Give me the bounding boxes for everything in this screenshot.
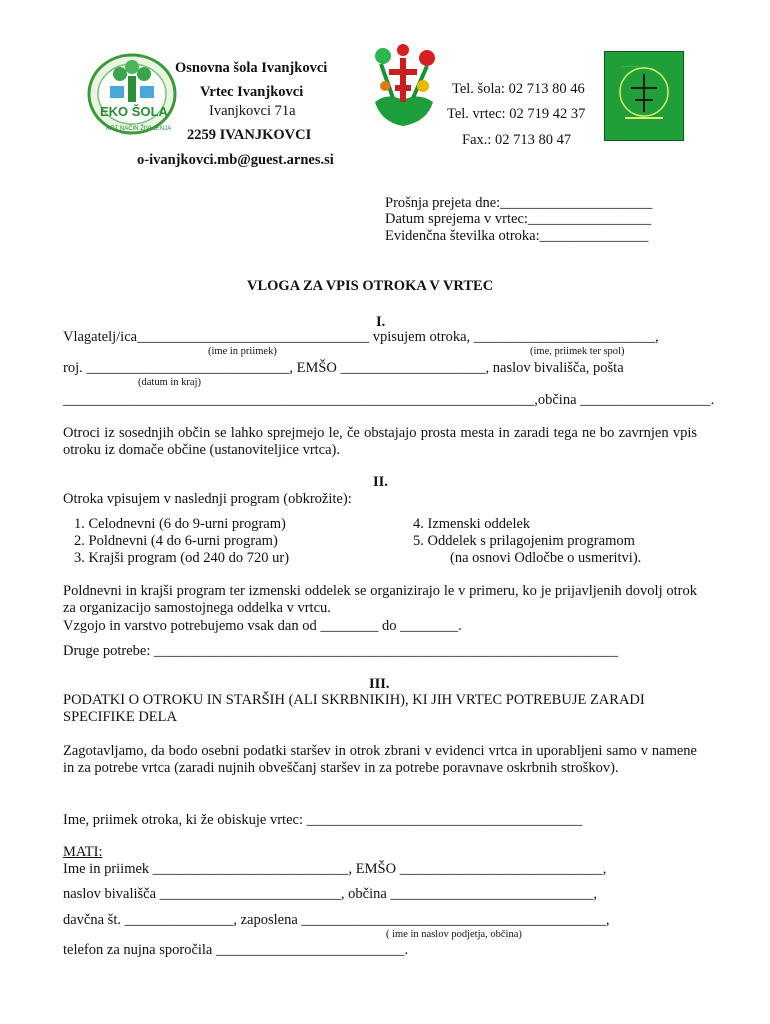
- child-hint: (ime, priimek ter spol): [530, 346, 625, 357]
- fax: Fax.: 02 713 80 47: [462, 132, 572, 148]
- kindergarten-logo: [367, 42, 441, 132]
- postal-city: 2259 IVANJKOVCI: [187, 127, 312, 143]
- tel-kindergarten: Tel. vrtec: 02 719 42 37: [447, 106, 586, 122]
- school-address: Ivanjkovci 71a: [209, 103, 296, 119]
- mother-label: MATI:: [63, 844, 103, 860]
- section-2-heading: II.: [373, 474, 388, 490]
- program-option[interactable]: 1. Celodnevni (6 do 9-urni program): [74, 516, 286, 532]
- sibling-field[interactable]: Ime, priimek otroka, ki že obiskuje vrtec: ______________________________________: [63, 812, 583, 828]
- received-date-field[interactable]: Prošnja prejeta dne:_____________________: [385, 195, 653, 211]
- logo-left-text: EKO ŠOLA: [100, 104, 168, 119]
- kindergarten-name: Vrtec Ivanjkovci: [200, 84, 304, 100]
- mother-name-field[interactable]: Ime in priimek ___________________________, EMŠO ____________________________,: [63, 861, 607, 877]
- accepted-date-field[interactable]: Datum sprejema v vrtec:_________________: [385, 211, 652, 227]
- employer-hint: ( ime in naslov podjetja, občina): [386, 929, 522, 940]
- school-emblem: [604, 51, 684, 141]
- program-option[interactable]: 5. Oddelek s prilagojenim programom: [413, 533, 635, 549]
- section-1-heading: I.: [376, 314, 386, 330]
- program-option[interactable]: 3. Krajši program (od 240 do 720 ur): [74, 550, 290, 566]
- municipality-note: Otroci iz sosednjih občin se lahko sprejmejo le, če obstajajo prosta mesta in zaradi tega ne bo zavrnjen vpis otroku iz domače občine (ustanoviteljice vrtca).: [63, 425, 697, 458]
- program-option[interactable]: 2. Poldnevni (4 do 6-urni program): [74, 533, 278, 549]
- form-title: VLOGA ZA VPIS OTROKA V VRTEC: [247, 278, 494, 294]
- section-3-subheading: PODATKI O OTROKU IN STARŠIH (ALI SKRBNIKIH), KI JIH VRTEC POTREBUJE ZARADI SPECIFIKE DELA: [63, 692, 645, 725]
- program-option[interactable]: 4. Izmenski oddelek: [413, 516, 531, 532]
- school-email: o-ivanjkovci.mb@guest.arnes.si: [137, 152, 334, 168]
- section-3-heading: III.: [369, 676, 390, 692]
- program-option-note: (na osnovi Odločbe o usmeritvi).: [450, 550, 642, 566]
- address-line[interactable]: _________________________________________________________________,občina __________________.: [63, 392, 715, 408]
- birth-hint: (datum in kraj): [138, 377, 201, 388]
- logo-left-subtext: KOT NAČIN ŽIVLJENJA: [106, 126, 172, 132]
- mother-phone-field[interactable]: telefon za nujna sporočila __________________________.: [63, 942, 409, 958]
- care-hours-field[interactable]: Vzgojo in varstvo potrebujemo vsak dan od ________ do ________.: [63, 618, 462, 634]
- birth-emso-line[interactable]: roj. ____________________________, EMŠO ____________________, naslov bivališča, pošta: [63, 360, 624, 376]
- mother-address-field[interactable]: naslov bivališča _________________________, občina ____________________________,: [63, 886, 598, 902]
- eko-sola-logo: [86, 52, 178, 138]
- applicant-line[interactable]: Vlagatelj/ica________________________________ vpisujem otroka, _________________________,: [63, 329, 659, 345]
- tel-school: Tel. šola: 02 713 80 46: [452, 81, 585, 97]
- program-intro: Otroka vpisujem v naslednji program (obkrožite):: [63, 491, 352, 507]
- svg-text:·········: ·········: [621, 64, 639, 70]
- other-needs-field[interactable]: Druge potrebe: ________________________________________________________________: [63, 643, 618, 659]
- school-name: Osnovna šola Ivanjkovci: [175, 60, 328, 76]
- mother-tax-field[interactable]: davčna št. _______________, zaposlena __________________________________________,: [63, 912, 610, 928]
- record-number-field[interactable]: Evidenčna številka otroka:_______________: [385, 228, 649, 244]
- privacy-note: Zagotavljamo, da bodo osebni podatki staršev in otrok zbrani v evidenci vrtca in uporabljeni samo v namene in za potrebe vrtca (zaradi nujnih obveščanj staršev in za potrebe poravnave oskrbnih stroškov).: [63, 743, 697, 776]
- program-note: Poldnevni in krajši program ter izmenski oddelek se organizirajo le v primeru, ko je prijavljenih dovolj otrok za organizacijo samostojnega oddelka v vrtcu.: [63, 583, 697, 616]
- applicant-hint: (ime in priimek): [208, 346, 277, 357]
